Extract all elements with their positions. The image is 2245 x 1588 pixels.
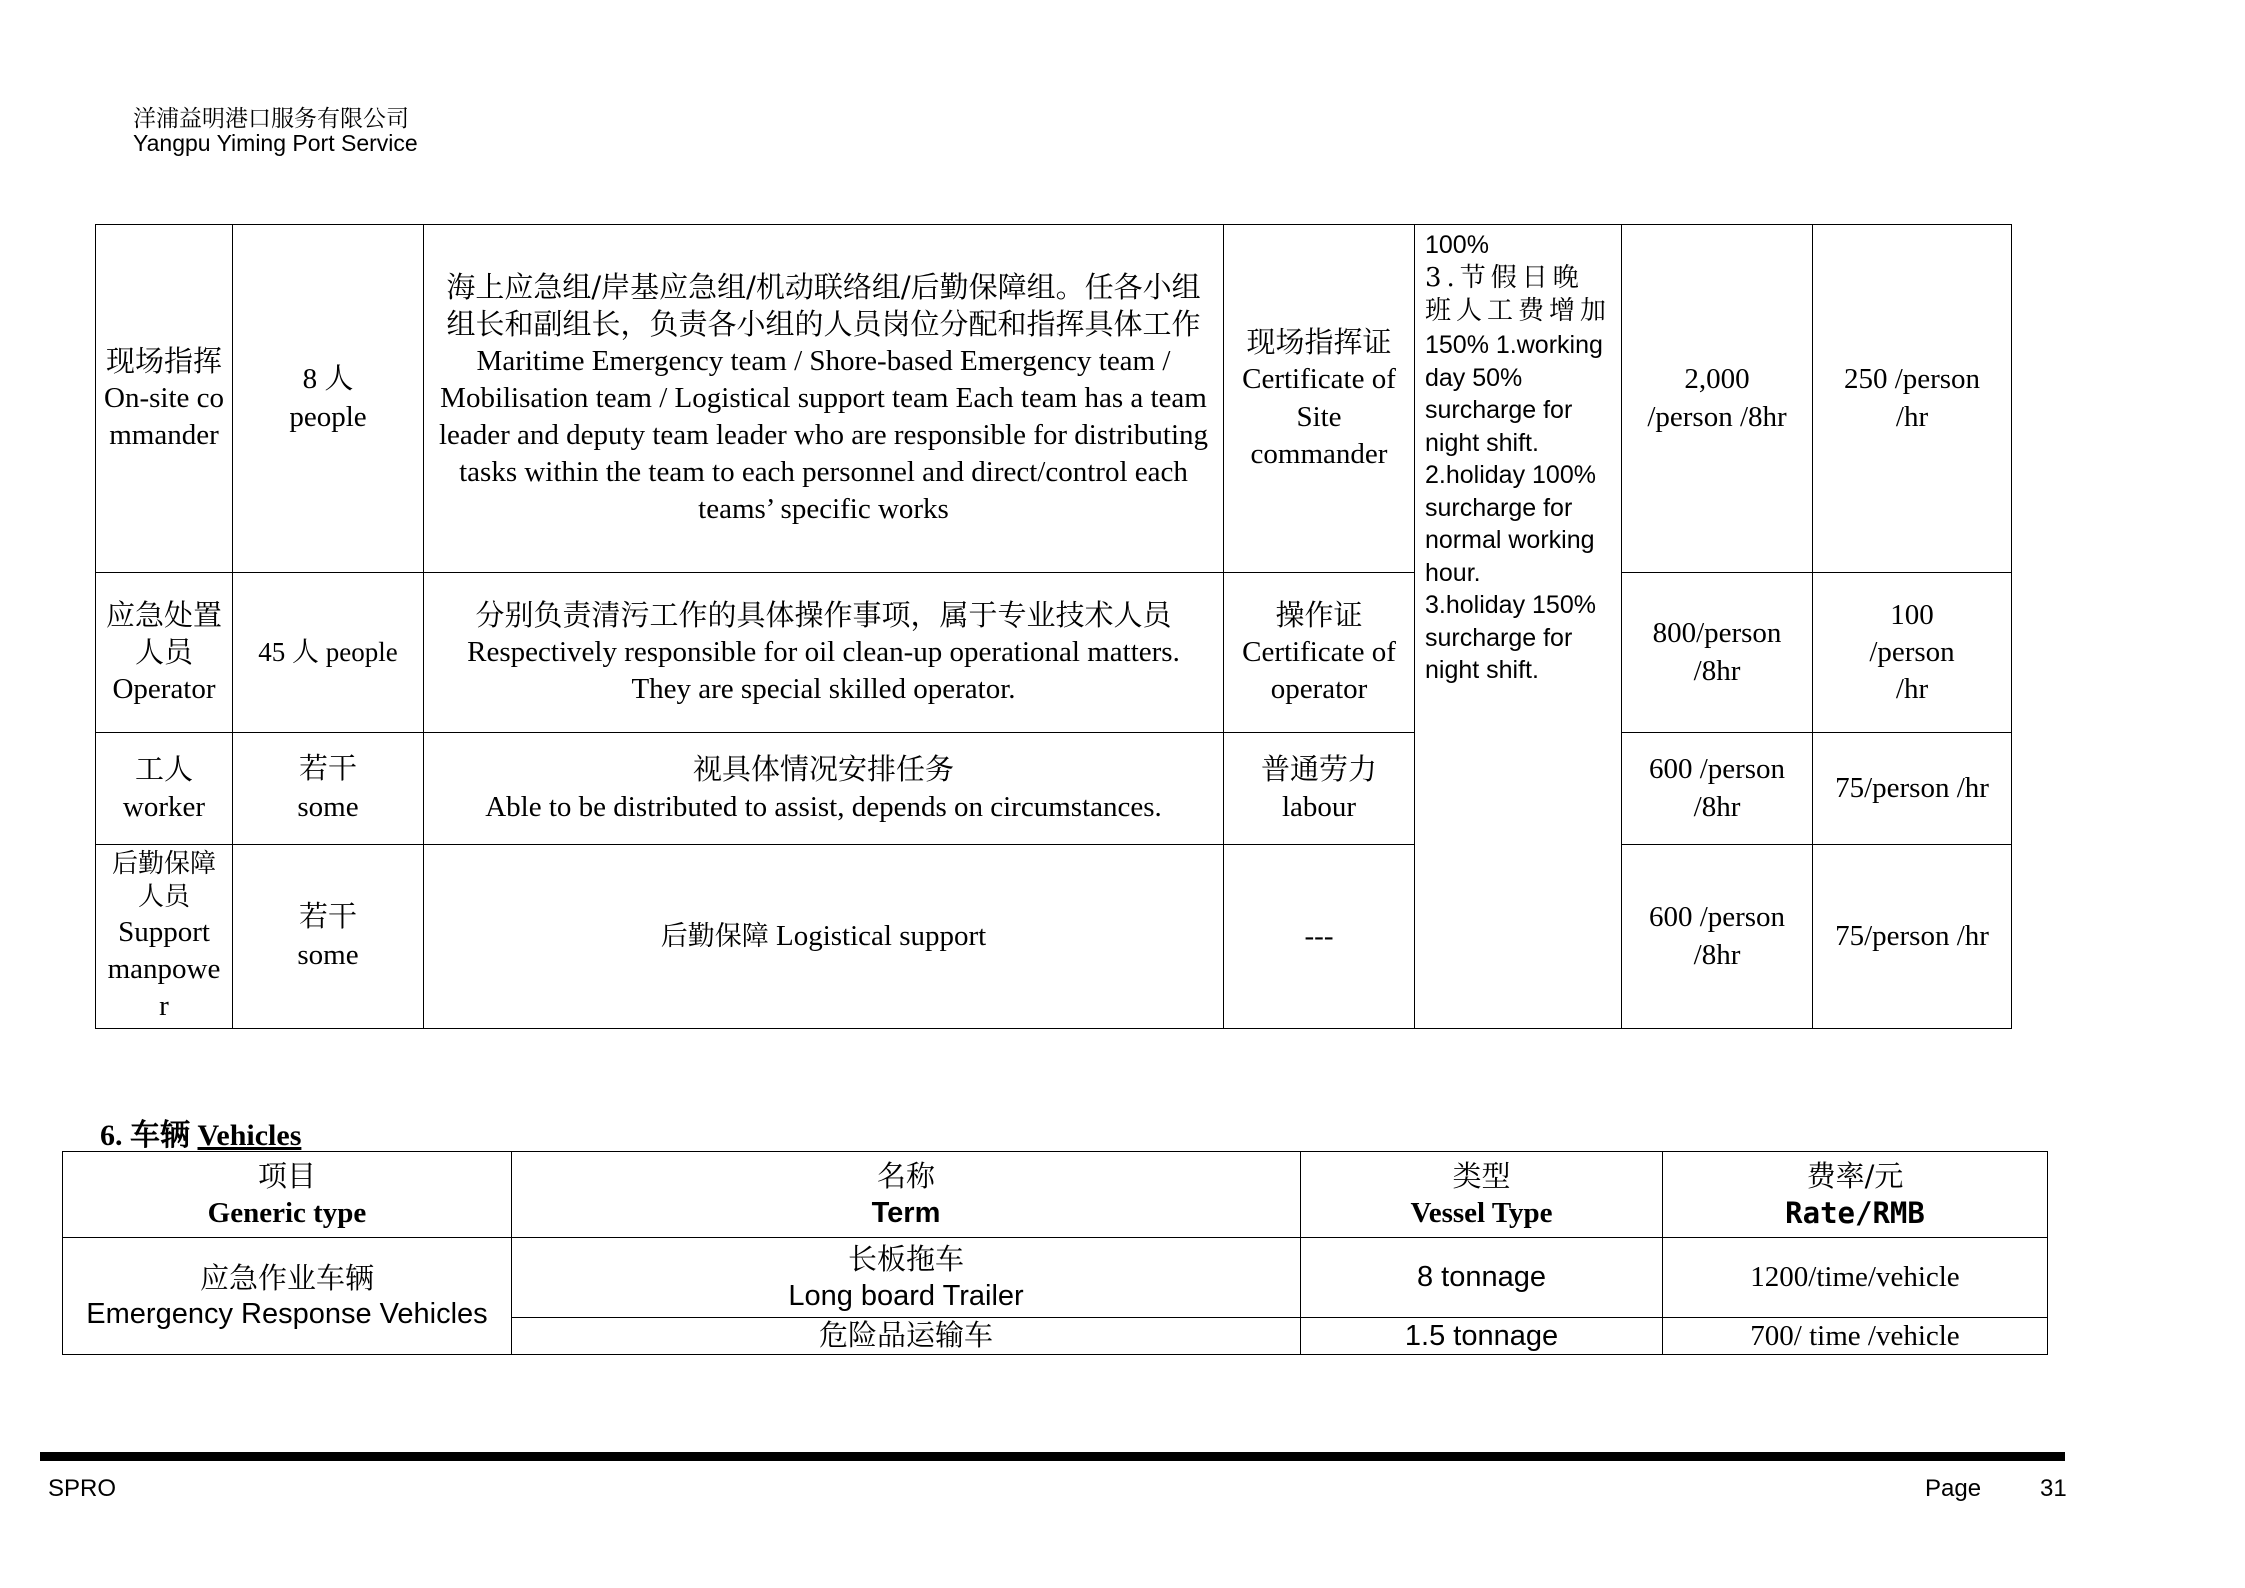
rate-cell: 700/ time /vehicle <box>1663 1318 2048 1355</box>
header-vessel-type: 类型 Vessel Type <box>1301 1152 1663 1238</box>
certificate-cell: 普通劳力 labour <box>1224 733 1415 845</box>
role-cell: 应急处置人员 Operator <box>96 573 233 733</box>
table-row <box>63 1238 2048 1318</box>
vessel-type-cell: 8 tonnage <box>1301 1238 1663 1318</box>
duty-cell: 海上应急组/岸基应急组/机动联络组/后勤保障组。任各小组组长和副组长，负责各小组的人员岗位分配和指挥具体工作 Maritime Emergency team / Shore-based Emergency team / Mobilisation team / Logistical support team Each team has a team leader and deputy team leader who are responsible for distributing tasks within the team to each personnel and direct/control each teams’ specific works <box>424 225 1224 573</box>
rate-hr-cell: 75/person /hr <box>1813 845 2012 1029</box>
rate-hr-cell: 75/person /hr <box>1813 733 2012 845</box>
surcharge-cell: 100% 3.节假日晚班人工费增加 150% 1.working day 50% surcharge for night shift. 2.holiday 100% surcharge for normal working hour. 3.holiday 150% surcharge for night shift. <box>1415 225 1622 1029</box>
section-heading-vehicles: 6. 车辆 Vehicles <box>100 1118 302 1153</box>
rate-8hr-cell: 600 /person /8hr <box>1622 733 1813 845</box>
term-cell: 危险品运输车 <box>512 1318 1301 1355</box>
role-cell: 工人 worker <box>96 733 233 845</box>
count-cell: 若干 some <box>233 845 424 1029</box>
table-row <box>96 733 2012 845</box>
header-term: 名称 Term <box>512 1152 1301 1238</box>
rate-8hr-cell: 2,000 /person /8hr <box>1622 225 1813 573</box>
company-name-en: Yangpu Yiming Port Service <box>133 130 418 156</box>
rate-cell: 1200/time/vehicle <box>1663 1238 2048 1318</box>
role-cell: 后勤保障人员 Support manpower <box>96 845 233 1029</box>
footer-page-label: Page <box>1925 1475 1982 1502</box>
table-row <box>96 573 2012 733</box>
generic-type-cell: 应急作业车辆 Emergency Response Vehicles <box>63 1238 512 1355</box>
certificate-cell: --- <box>1224 845 1415 1029</box>
count-cell: 若干 some <box>233 733 424 845</box>
rate-8hr-cell: 600 /person /8hr <box>1622 845 1813 1029</box>
footer-doc-code: SPRO <box>48 1475 117 1502</box>
rate-hr-cell: 100 /person /hr <box>1813 573 2012 733</box>
table-header-row <box>63 1152 2048 1238</box>
certificate-cell: 操作证 Certificate of operator <box>1224 573 1415 733</box>
certificate-cell: 现场指挥证 Certificate of Site commander <box>1224 225 1415 573</box>
header-rate: 费率/元 Rate/RMB <box>1663 1152 2048 1238</box>
vessel-type-cell: 1.5 tonnage <box>1301 1318 1663 1355</box>
footer-divider <box>40 1452 2065 1461</box>
duty-cell: 视具体情况安排任务 Able to be distributed to assist, depends on circumstances. <box>424 733 1224 845</box>
count-cell: 45 人 people <box>233 573 424 733</box>
table-row <box>96 225 2012 573</box>
duty-cell: 后勤保障 Logistical support <box>424 845 1224 1029</box>
rate-hr-cell: 250 /person /hr <box>1813 225 2012 573</box>
count-cell: 8 人 people <box>233 225 424 573</box>
role-cell: 现场指挥 On-site commander <box>96 225 233 573</box>
footer-page-number: 31 <box>2040 1475 2067 1502</box>
company-name-cn: 洋浦益明港口服务有限公司 <box>133 106 409 132</box>
personnel-rate-table <box>95 224 2012 1029</box>
rate-8hr-cell: 800/person /8hr <box>1622 573 1813 733</box>
header-generic-type: 项目 Generic type <box>63 1152 512 1238</box>
duty-cell: 分别负责清污工作的具体操作事项，属于专业技术人员 Respectively responsible for oil clean-up operational matters. They are special skilled operator. <box>424 573 1224 733</box>
table-row <box>96 845 2012 1029</box>
term-cell: 长板拖车 Long board Trailer <box>512 1238 1301 1318</box>
vehicle-rate-table <box>62 1151 2048 1355</box>
